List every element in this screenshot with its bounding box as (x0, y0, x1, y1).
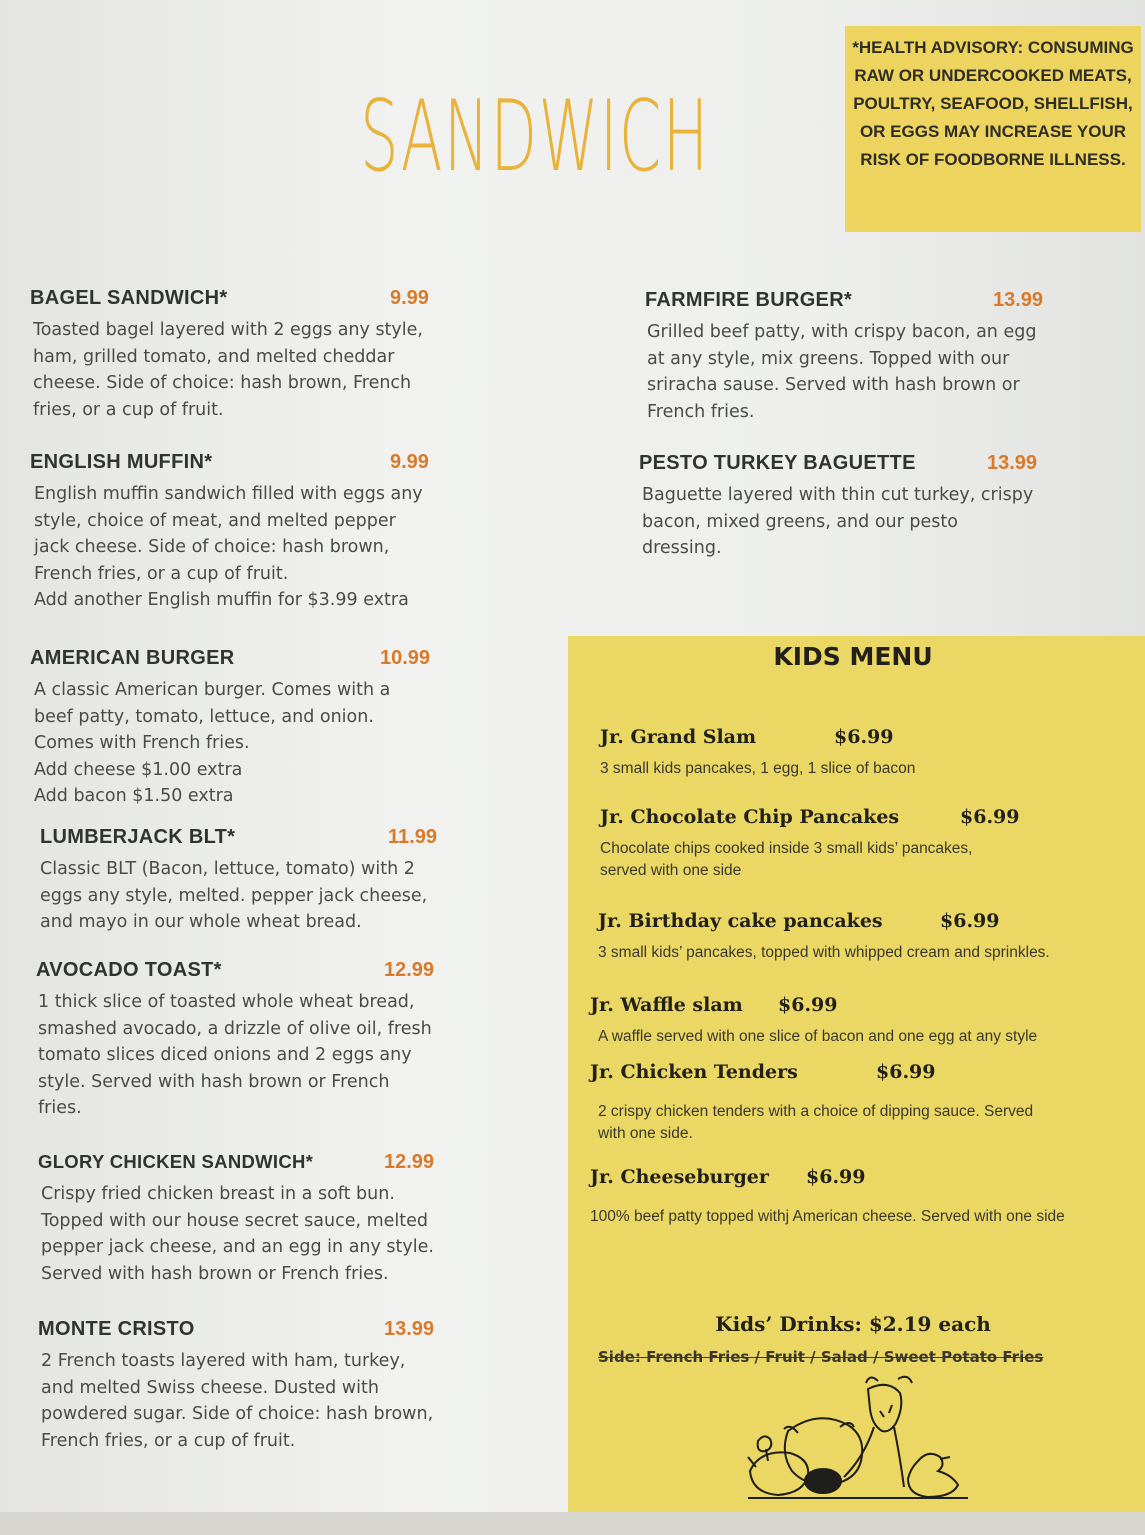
item-name: PESTO TURKEY BAGUETTE (639, 452, 916, 474)
kids-item-price: $6.99 (806, 1166, 866, 1188)
menu-item-lumberjack-blt (40, 826, 460, 936)
menu-item-monte-cristo (38, 1318, 458, 1454)
kids-item-name: Jr. Grand Slam (600, 726, 757, 748)
item-name: MONTE CRISTO (38, 1318, 195, 1340)
item-price: 12.99 (384, 1151, 435, 1173)
kids-item-description: 100% beef patty topped withj American cheese. Served with one side (590, 1208, 1065, 1225)
menu-item-english-muffin (30, 451, 450, 614)
kids-drinks: Kids’ Drinks: $2.19 each (715, 1312, 991, 1336)
item-price: 13.99 (993, 289, 1044, 311)
item-description: A classic American burger. Comes with a beef patty, tomato, lettuce, and onion. Comes with French fries. Add cheese $1.00 extra Add bacon $1.50 extra (34, 680, 391, 806)
item-price: 11.99 (388, 826, 437, 848)
item-description: English muffin sandwich filled with eggs any style, choice of meat, and melted pepper jack cheese. Side of choice: hash brown, French fries, or a cup of fruit. Add another English muffin for $3.99 extra (34, 484, 423, 610)
kids-item-price: $6.99 (960, 806, 1020, 828)
item-price: 9.99 (390, 287, 429, 309)
menu-item-avocado-toast (36, 959, 456, 1122)
kids-item-price: $6.99 (940, 910, 1000, 932)
item-price: 10.99 (380, 647, 431, 669)
menu-item-american-burger (30, 647, 450, 810)
kids-item-price: $6.99 (778, 994, 838, 1016)
item-name: GLORY CHICKEN SANDWICH* (38, 1151, 314, 1172)
kids-item-description: 3 small kids’ pancakes, topped with whipped cream and sprinkles. (598, 944, 1050, 961)
item-description: 2 French toasts layered with ham, turkey, and melted Swiss cheese. Dusted with powdered sugar. Side of choice: hash brown, French fries, or a cup of fruit. (41, 1351, 434, 1451)
item-description: Grilled beef patty, with crispy bacon, an egg at any style, mix greens. Topped with our sriracha sause. Served with hash brown or French fries. (647, 322, 1037, 422)
health-advisory: *HEALTH ADVISORY: CONSUMING RAW OR UNDERCOOKED MEATS, POULTRY, SEAFOOD, SHELLFISH, OR EGGS MAY INCREASE YOUR RISK OF FOODBORNE ILLNESS. (845, 26, 1141, 232)
item-price: 13.99 (384, 1318, 435, 1340)
item-price: 13.99 (987, 452, 1038, 474)
item-price: 12.99 (384, 959, 435, 981)
item-description: 1 thick slice of toasted whole wheat bread, smashed avocado, a drizzle of olive oil, fresh tomato slices diced onions and 2 eggs any style. Served with hash brown or French fries. (38, 992, 432, 1118)
item-name: AVOCADO TOAST* (36, 959, 222, 981)
kids-item-price: $6.99 (834, 726, 894, 748)
menu-item-pesto-turkey-baguette (639, 452, 1069, 562)
menu-item-bagel-sandwich (30, 287, 450, 423)
kids-item-description: Chocolate chips cooked inside 3 small kids’ pancakes, served with one side (600, 840, 973, 879)
kids-item-name: Jr. Birthday cake pancakes (598, 910, 883, 932)
page-title: SANDWICH (360, 80, 710, 194)
kids-item-description: 2 crispy chicken tenders with a choice of dipping sauce. Served with one side. (598, 1103, 1034, 1142)
item-name: FARMFIRE BURGER* (645, 289, 853, 311)
kids-item-name: Jr. Cheeseburger (590, 1166, 769, 1188)
kids-sides-struck: Side: French Fries / Fruit / Salad / Sweet Potato Fries (598, 1348, 1044, 1366)
kids-item-name: Jr. Chocolate Chip Pancakes (600, 806, 900, 828)
kids-item-description: A waffle served with one slice of bacon and one egg at any style (598, 1028, 1038, 1045)
menu-item-glory-chicken-sandwich (38, 1151, 458, 1287)
item-description: Classic BLT (Bacon, lettuce, tomato) with 2 eggs any style, melted. pepper jack cheese, and mayo in our whole wheat bread. (40, 859, 428, 932)
item-description: Crispy fried chicken breast in a soft bun. Topped with our house secret sauce, melted pepper jack cheese, and an egg in any style. Served with hash brown or French fries. (41, 1184, 434, 1284)
menu-item-farmfire-burger (645, 289, 1065, 425)
item-name: ENGLISH MUFFIN* (30, 451, 213, 473)
item-description: Toasted bagel layered with 2 eggs any style, ham, grilled tomato, and melted cheddar cheese. Side of choice: hash brown, French fries, or a cup of fruit. (33, 320, 423, 420)
item-name: AMERICAN BURGER (30, 647, 235, 669)
kids-item-price: $6.99 (876, 1061, 936, 1083)
kids-menu-panel (568, 636, 1145, 1512)
kids-menu-title: KIDS MENU (773, 642, 933, 671)
kids-item-name: Jr. Chicken Tenders (590, 1061, 798, 1083)
farm-animals-illustration (728, 1371, 988, 1506)
page-bottom-edge (0, 1512, 1145, 1535)
item-price: 9.99 (390, 451, 429, 473)
kids-item-description: 3 small kids pancakes, 1 egg, 1 slice of bacon (600, 760, 916, 777)
item-name: BAGEL SANDWICH* (30, 287, 228, 309)
item-description: Baguette layered with thin cut turkey, crispy bacon, mixed greens, and our pesto dressing. (642, 485, 1034, 558)
kids-item-name: Jr. Waffle slam (590, 994, 743, 1016)
item-name: LUMBERJACK BLT* (40, 826, 236, 848)
